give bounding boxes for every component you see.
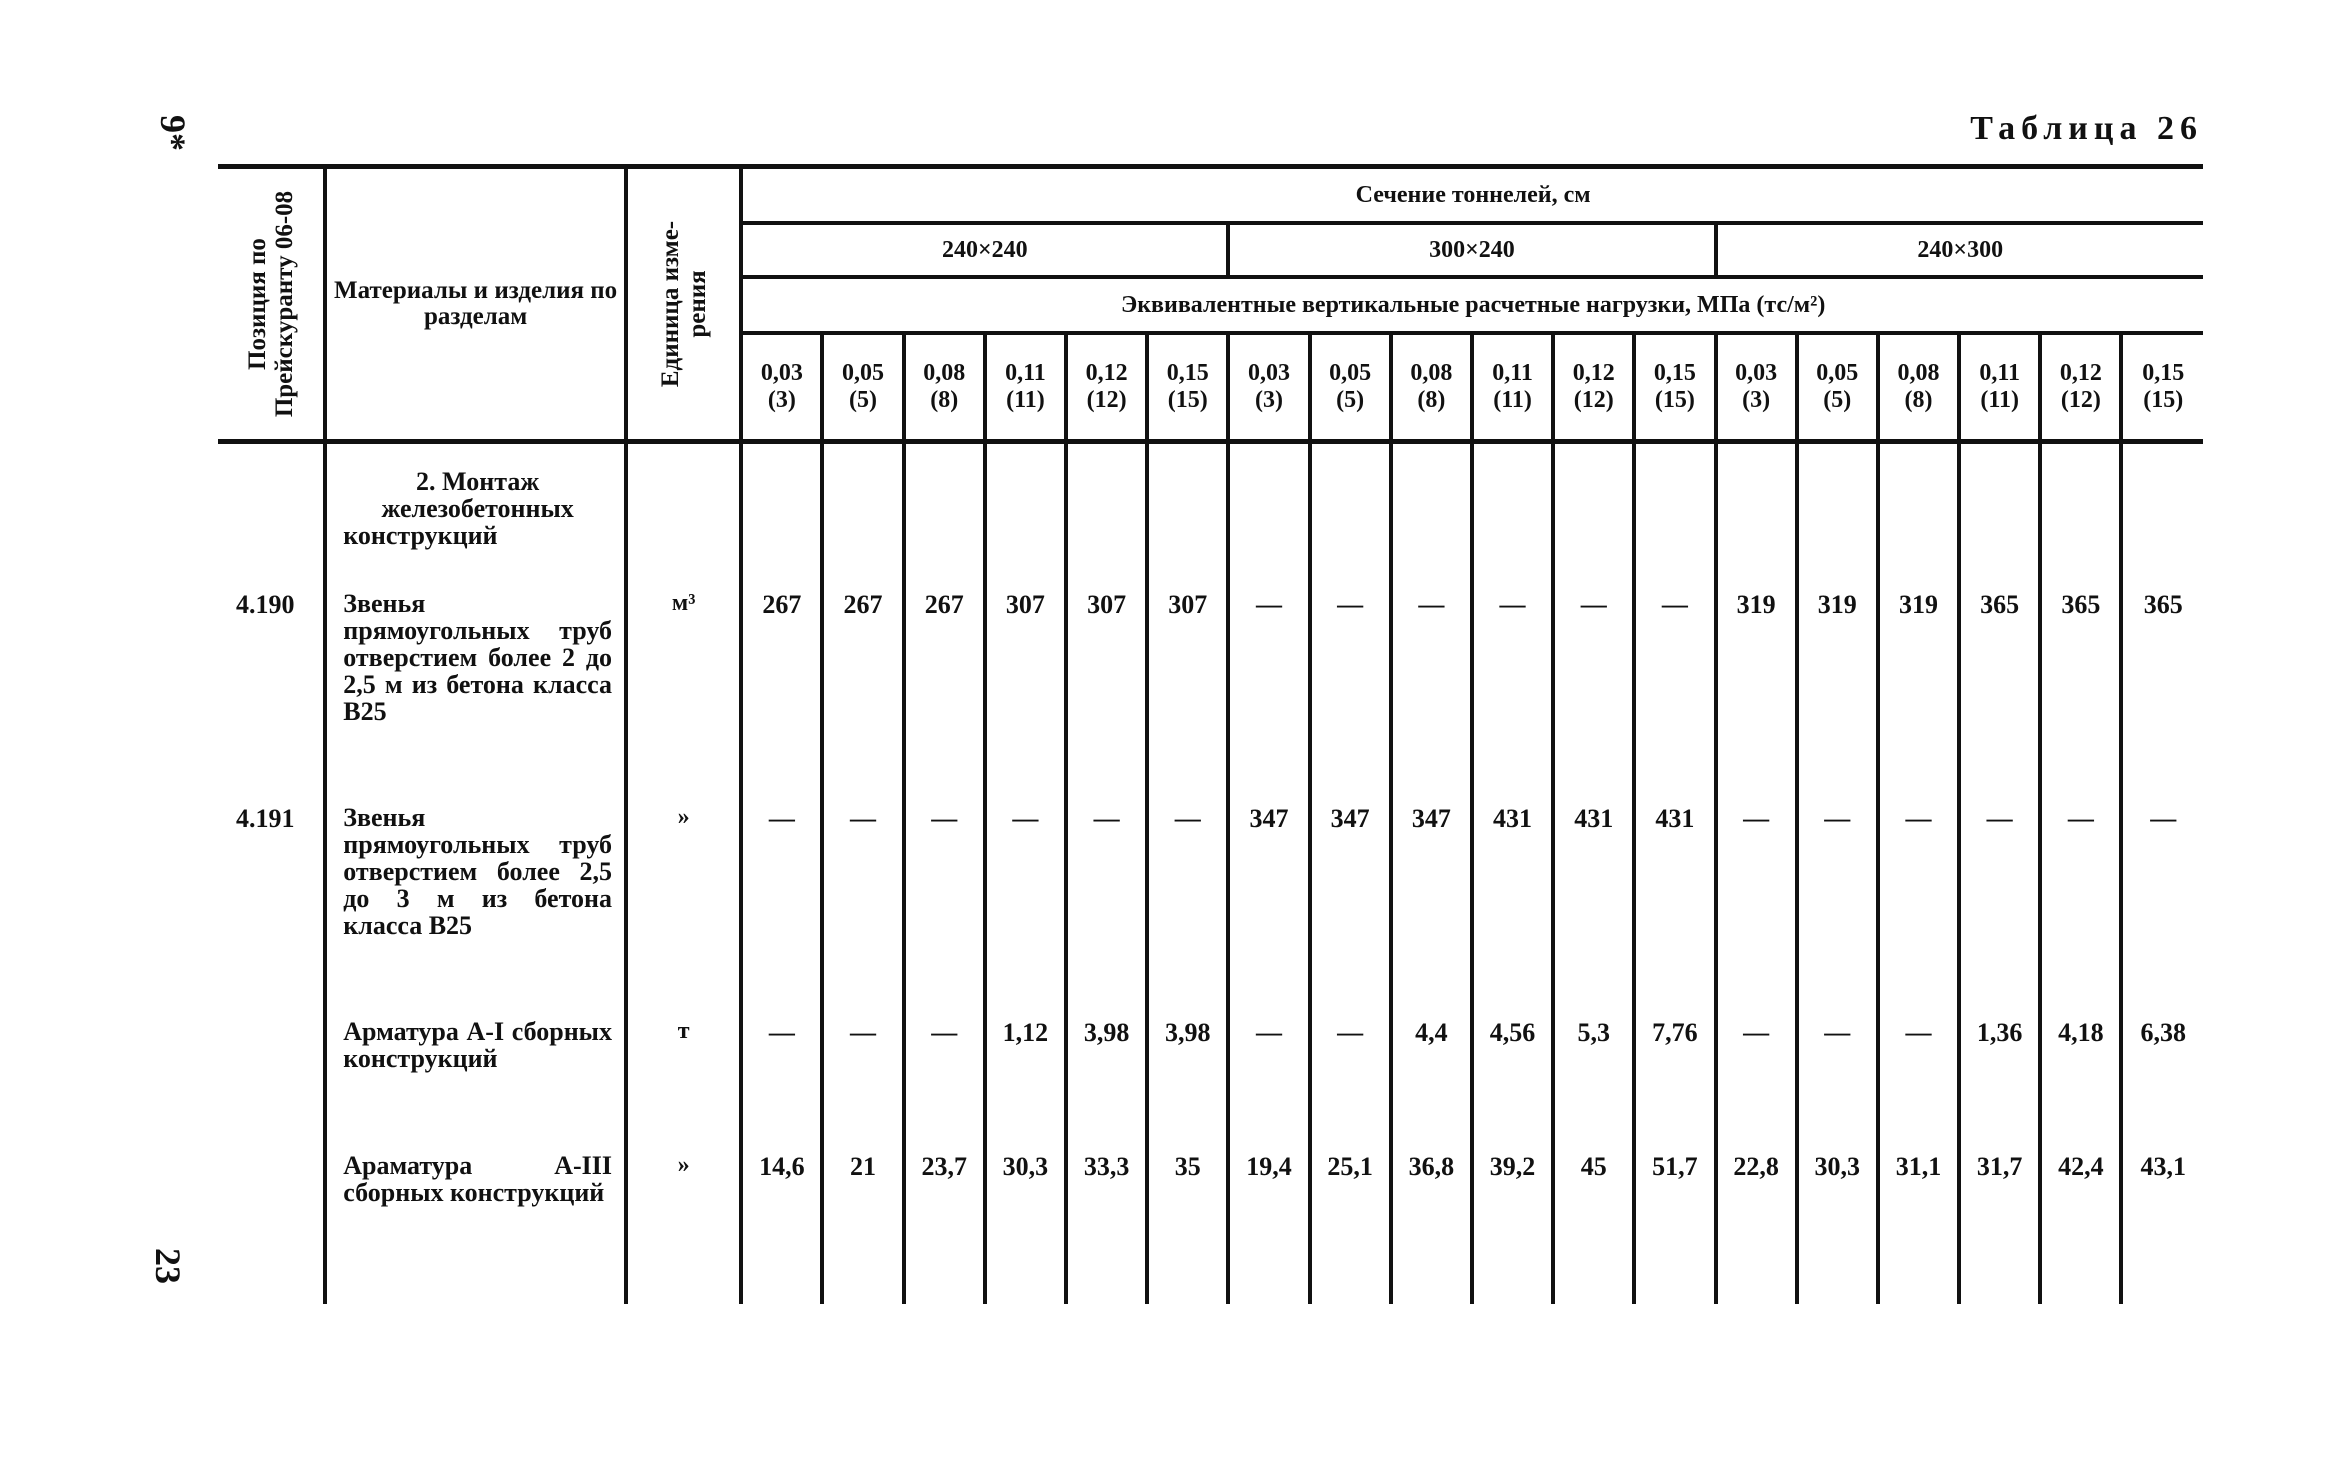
header-load-col xyxy=(1959,333,2040,442)
page-number: 23 xyxy=(148,1248,188,1284)
value-cell: 347 xyxy=(1391,804,1472,1018)
load-value: 0,12 xyxy=(1085,360,1128,386)
value-cell: — xyxy=(1716,1018,1797,1152)
load-value: 0,15 xyxy=(2142,360,2185,386)
value-cell: — xyxy=(1634,590,1715,804)
value-cell: — xyxy=(1878,1018,1959,1152)
empty-cell xyxy=(2121,442,2203,591)
load-value-tcm: (12) xyxy=(1573,387,1614,413)
empty-cell xyxy=(1310,442,1391,591)
load-value: 0,12 xyxy=(2059,360,2102,386)
header-load-col xyxy=(2040,333,2121,442)
load-value: 0,05 xyxy=(1816,360,1859,386)
empty-cell xyxy=(1553,442,1634,591)
load-value-tcm: (11) xyxy=(1006,387,1045,413)
value-cell: 5,3 xyxy=(1553,1018,1634,1152)
load-value-tcm: (15) xyxy=(1654,387,1695,413)
value-cell: 31,1 xyxy=(1878,1152,1959,1304)
value-cell: 51,7 xyxy=(1634,1152,1715,1304)
value-cell: 22,8 xyxy=(1716,1152,1797,1304)
load-value: 0,08 xyxy=(1410,360,1453,386)
value-cell: — xyxy=(904,804,985,1018)
value-cell: — xyxy=(822,1018,903,1152)
load-value: 0,08 xyxy=(1897,360,1940,386)
load-value: 0,03 xyxy=(1247,360,1290,386)
load-value: 0,05 xyxy=(1329,360,1372,386)
page-marker-top: 9* xyxy=(153,115,193,151)
empty-cell xyxy=(2040,442,2121,591)
value-cell: — xyxy=(1797,804,1878,1018)
value-cell: 267 xyxy=(822,590,903,804)
header-load-group: Эквивалентные вертикальные расчетные нагрузки, МПа (тс/м²) xyxy=(741,277,2203,333)
load-value: 0,15 xyxy=(1166,360,1209,386)
load-value: 0,11 xyxy=(1979,360,2021,386)
load-value-tcm: (15) xyxy=(2143,387,2184,413)
value-cell: 307 xyxy=(1066,590,1147,804)
table-header xyxy=(218,167,2203,442)
value-cell: — xyxy=(1310,1018,1391,1152)
load-value-tcm: (5) xyxy=(1823,387,1852,413)
value-cell: 365 xyxy=(1959,590,2040,804)
material-cell: Араматура А-III сборных конструкций xyxy=(325,1152,626,1304)
value-cell: 3,98 xyxy=(1147,1018,1228,1152)
value-cell: — xyxy=(822,804,903,1018)
value-cell: — xyxy=(2121,804,2203,1018)
data-table xyxy=(218,164,2203,1304)
header-load-col xyxy=(1391,333,1472,442)
value-cell: 33,3 xyxy=(1066,1152,1147,1304)
table-row xyxy=(218,1152,2203,1304)
load-value-tcm: (12) xyxy=(2060,387,2101,413)
section-title: 2. Монтаж железобетонных конструкций xyxy=(325,442,626,591)
value-cell: — xyxy=(1797,1018,1878,1152)
load-value: 0,11 xyxy=(1492,360,1533,386)
empty-cell xyxy=(626,442,741,591)
load-value: 0,11 xyxy=(1005,360,1046,386)
unit-cell: т xyxy=(626,1018,741,1152)
value-cell: 431 xyxy=(1472,804,1553,1018)
header-load-col xyxy=(1634,333,1715,442)
empty-cell xyxy=(904,442,985,591)
value-cell: 35 xyxy=(1147,1152,1228,1304)
value-cell: 1,36 xyxy=(1959,1018,2040,1152)
load-value-tcm: (8) xyxy=(1904,387,1933,413)
value-cell: 14,6 xyxy=(741,1152,822,1304)
value-cell: 42,4 xyxy=(2040,1152,2121,1304)
header-load-col xyxy=(904,333,985,442)
value-cell: — xyxy=(741,804,822,1018)
value-cell: — xyxy=(1147,804,1228,1018)
header-load-col xyxy=(1553,333,1634,442)
table-row xyxy=(218,804,2203,1018)
table-row xyxy=(218,1018,2203,1152)
empty-cell xyxy=(1716,442,1797,591)
load-value: 0,03 xyxy=(760,360,803,386)
load-value-tcm: (12) xyxy=(1086,387,1127,413)
header-load-col xyxy=(1066,333,1147,442)
header-position xyxy=(218,167,325,442)
header-section-1: 240×240 xyxy=(741,223,1228,277)
load-value-tcm: (11) xyxy=(1493,387,1532,413)
value-cell: 23,7 xyxy=(904,1152,985,1304)
load-value-tcm: (8) xyxy=(930,387,959,413)
load-value-tcm: (5) xyxy=(1336,387,1365,413)
unit-cell: м³ xyxy=(626,590,741,804)
header-materials: Материалы и изделия по разделам xyxy=(325,167,626,442)
header-unit xyxy=(626,167,741,442)
value-cell: — xyxy=(904,1018,985,1152)
empty-cell xyxy=(1959,442,2040,591)
value-cell: — xyxy=(741,1018,822,1152)
load-value: 0,12 xyxy=(1572,360,1615,386)
empty-cell xyxy=(1147,442,1228,591)
empty-cell xyxy=(1797,442,1878,591)
load-value: 0,05 xyxy=(842,360,885,386)
position-cell xyxy=(218,1152,325,1304)
value-cell: 30,3 xyxy=(1797,1152,1878,1304)
position-cell xyxy=(218,1018,325,1152)
value-cell: 319 xyxy=(1797,590,1878,804)
empty-cell xyxy=(1634,442,1715,591)
value-cell: 431 xyxy=(1634,804,1715,1018)
value-cell: — xyxy=(1310,590,1391,804)
value-cell: 39,2 xyxy=(1472,1152,1553,1304)
table-title: Таблица 26 xyxy=(1970,110,2203,147)
table-row xyxy=(218,590,2203,804)
header-unit-text: Единица изме-рения xyxy=(656,220,711,388)
value-cell: 45 xyxy=(1553,1152,1634,1304)
empty-cell xyxy=(1066,442,1147,591)
value-cell: 7,76 xyxy=(1634,1018,1715,1152)
header-load-col xyxy=(1797,333,1878,442)
value-cell: — xyxy=(1066,804,1147,1018)
value-cell: 319 xyxy=(1716,590,1797,804)
empty-cell xyxy=(1391,442,1472,591)
load-value-tcm: (3) xyxy=(1254,387,1283,413)
position-cell xyxy=(218,442,325,591)
table-body xyxy=(218,442,2203,1305)
header-section-group: Сечение тоннелей, см xyxy=(741,167,2203,224)
header-load-col xyxy=(985,333,1066,442)
value-cell: — xyxy=(985,804,1066,1018)
load-value-tcm: (3) xyxy=(767,387,796,413)
load-value: 0,15 xyxy=(1653,360,1696,386)
load-value-tcm: (11) xyxy=(1980,387,2019,413)
value-cell: 25,1 xyxy=(1310,1152,1391,1304)
value-cell: 36,8 xyxy=(1391,1152,1472,1304)
value-cell: 347 xyxy=(1228,804,1309,1018)
value-cell: 307 xyxy=(985,590,1066,804)
value-cell: — xyxy=(1472,590,1553,804)
value-cell: 3,98 xyxy=(1066,1018,1147,1152)
value-cell: 21 xyxy=(822,1152,903,1304)
unit-cell: » xyxy=(626,1152,741,1304)
empty-cell xyxy=(985,442,1066,591)
header-position-text: Позиция по Прейскуранту 06-08 xyxy=(243,190,298,418)
header-load-col xyxy=(1310,333,1391,442)
value-cell: — xyxy=(1716,804,1797,1018)
header-section-3: 240×300 xyxy=(1716,223,2203,277)
empty-cell xyxy=(1228,442,1309,591)
value-cell: 307 xyxy=(1147,590,1228,804)
section-title-row xyxy=(218,442,2203,591)
empty-cell xyxy=(741,442,822,591)
value-cell: — xyxy=(1228,1018,1309,1152)
value-cell: 43,1 xyxy=(2121,1152,2203,1304)
unit-cell: » xyxy=(626,804,741,1018)
value-cell: 267 xyxy=(741,590,822,804)
value-cell: 31,7 xyxy=(1959,1152,2040,1304)
value-cell: — xyxy=(1959,804,2040,1018)
header-load-col xyxy=(1716,333,1797,442)
value-cell: 431 xyxy=(1553,804,1634,1018)
header-load-col xyxy=(1878,333,1959,442)
value-cell: 4,18 xyxy=(2040,1018,2121,1152)
header-load-col xyxy=(1472,333,1553,442)
material-cell: Звенья прямоугольных труб отверстием более 2,5 до 3 м из бетона класса В25 xyxy=(325,804,626,1018)
header-section-2: 300×240 xyxy=(1228,223,1715,277)
value-cell: — xyxy=(1228,590,1309,804)
value-cell: — xyxy=(1553,590,1634,804)
material-cell: Арматура А-I сборных конструкций xyxy=(325,1018,626,1152)
value-cell: — xyxy=(1391,590,1472,804)
value-cell: 365 xyxy=(2121,590,2203,804)
load-value: 0,08 xyxy=(923,360,966,386)
value-cell: 4,56 xyxy=(1472,1018,1553,1152)
empty-cell xyxy=(822,442,903,591)
value-cell: 1,12 xyxy=(985,1018,1066,1152)
value-cell: 4,4 xyxy=(1391,1018,1472,1152)
load-value-tcm: (8) xyxy=(1417,387,1446,413)
empty-cell xyxy=(1878,442,1959,591)
load-value: 0,03 xyxy=(1735,360,1778,386)
empty-cell xyxy=(1472,442,1553,591)
load-value-tcm: (3) xyxy=(1742,387,1771,413)
value-cell: 365 xyxy=(2040,590,2121,804)
load-value-tcm: (5) xyxy=(849,387,878,413)
value-cell: 30,3 xyxy=(985,1152,1066,1304)
value-cell: — xyxy=(2040,804,2121,1018)
value-cell: 347 xyxy=(1310,804,1391,1018)
value-cell: 19,4 xyxy=(1228,1152,1309,1304)
value-cell: — xyxy=(1878,804,1959,1018)
header-load-col xyxy=(741,333,822,442)
header-load-col xyxy=(2121,333,2203,442)
position-cell: 4.191 xyxy=(236,804,295,833)
position-cell: 4.190 xyxy=(236,590,295,619)
header-load-col xyxy=(822,333,903,442)
load-value-tcm: (15) xyxy=(1167,387,1208,413)
value-cell: 267 xyxy=(904,590,985,804)
header-load-col xyxy=(1147,333,1228,442)
header-load-col xyxy=(1228,333,1309,442)
material-cell: Звенья прямоугольных труб отверстием более 2 до 2,5 м из бетона класса В25 xyxy=(325,590,626,804)
value-cell: 319 xyxy=(1878,590,1959,804)
value-cell: 6,38 xyxy=(2121,1018,2203,1152)
